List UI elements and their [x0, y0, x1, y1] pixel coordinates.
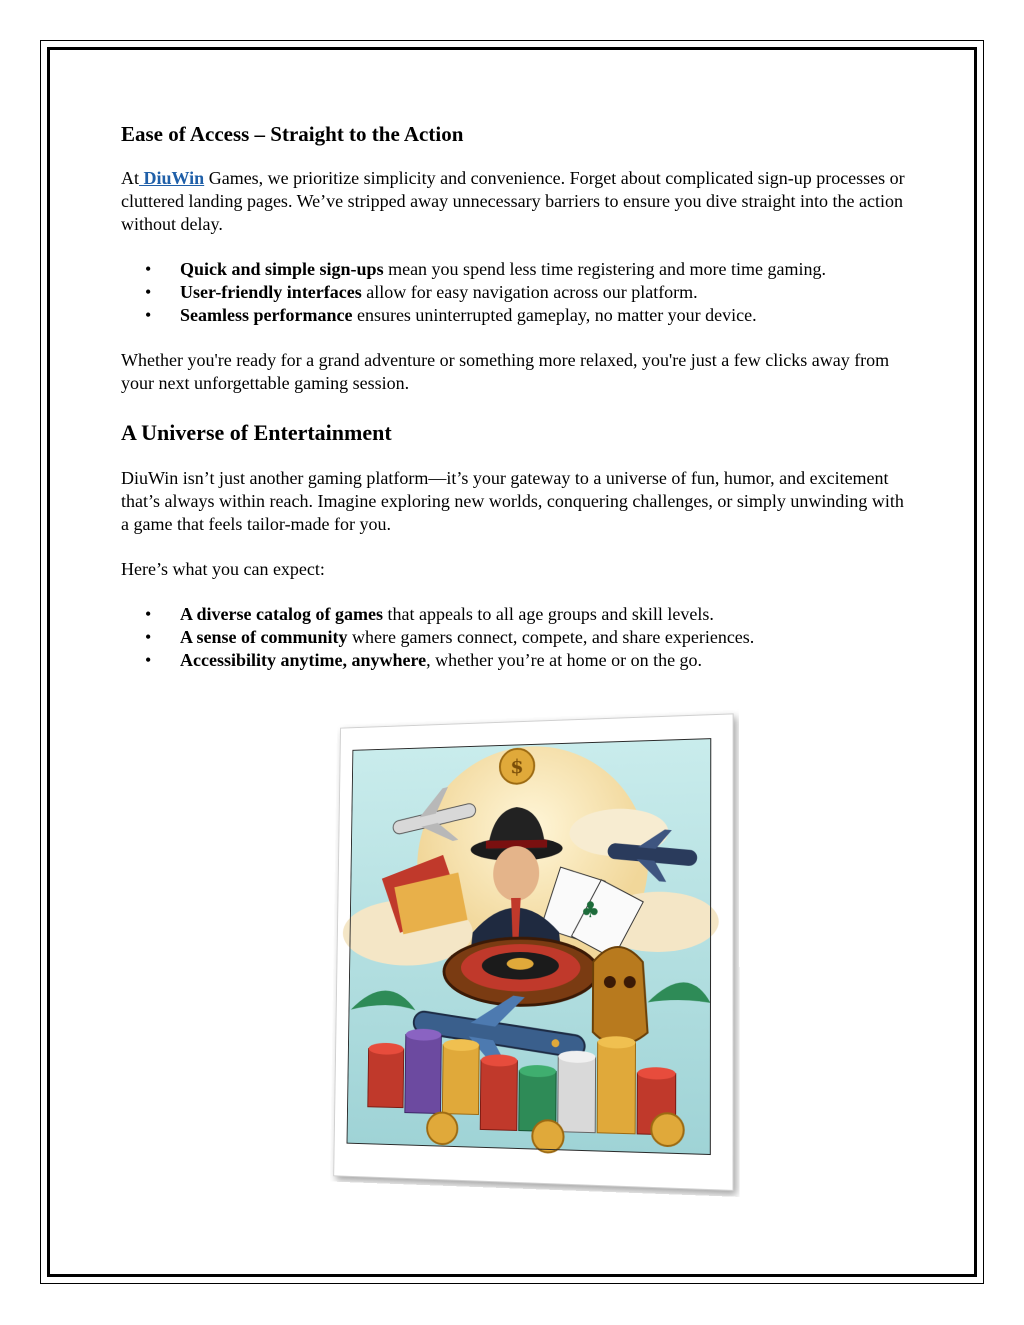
closing-paragraph: Whether you're ready for a grand adventure or something more relaxed, you're just a few clicks away from your next unforgettable gaming session. — [121, 350, 890, 393]
list-item — [121, 258, 911, 281]
bullet-bold: User-friendly interfaces — [180, 282, 362, 302]
diuwin-link[interactable]: DiuWin — [139, 168, 205, 188]
bullet-bold: Accessibility anytime, anywhere — [180, 650, 427, 670]
bullet-text: ensures uninterrupted gameplay, no matter your device. — [352, 305, 757, 325]
casino-illustration-icon — [330, 710, 739, 1197]
svg-text:$: $ — [510, 754, 524, 779]
bullet-bold: A sense of community — [180, 627, 348, 647]
bullet-text: that appeals to all age groups and skill levels. — [382, 604, 714, 624]
svg-text:♣: ♣ — [580, 897, 601, 924]
list-item — [121, 304, 911, 327]
expect-paragraph: Here’s what you can expect: — [121, 559, 325, 579]
bullet-text: allow for easy navigation across our platform. — [361, 282, 698, 302]
bullet-text: mean you spend less time registering and more time gaming. — [383, 259, 826, 279]
list-item — [121, 281, 911, 304]
universe-paragraph: DiuWin isn’t just another gaming platform—it’s your gateway to a universe of fun, humor, and excitement that’s always within reach. Imagine exploring new worlds, conquering challenges, or simply unwinding with a game that feels tailor-made for you. — [121, 468, 904, 534]
list-item — [121, 603, 911, 626]
intro-rest: Games, we prioritize simplicity and convenience. Forget about complicated sign-up processes or cluttered landing pages. We’ve stripped away unnecessary barriers to ensure you dive straight into the action without delay. — [121, 168, 905, 234]
illustration-frame — [318, 712, 738, 1190]
list-item — [121, 649, 911, 672]
section-heading-ease-of-access: Ease of Access – Straight to the Action — [121, 122, 464, 146]
intro-paragraph — [121, 167, 911, 236]
bullet-bold: A diverse catalog of games — [180, 604, 383, 624]
intro-prefix: At — [121, 168, 139, 188]
feature-list-2 — [121, 603, 911, 672]
bullet-text: , whether you’re at home or on the go. — [426, 650, 703, 670]
list-item — [121, 626, 911, 649]
bullet-text: where gamers connect, compete, and share experiences. — [347, 627, 755, 647]
section-heading-universe: A Universe of Entertainment — [121, 420, 392, 445]
bullet-bold: Seamless performance — [180, 305, 353, 325]
bullet-bold: Quick and simple sign-ups — [180, 259, 384, 279]
feature-list-1 — [121, 258, 911, 327]
document-body — [121, 120, 911, 672]
